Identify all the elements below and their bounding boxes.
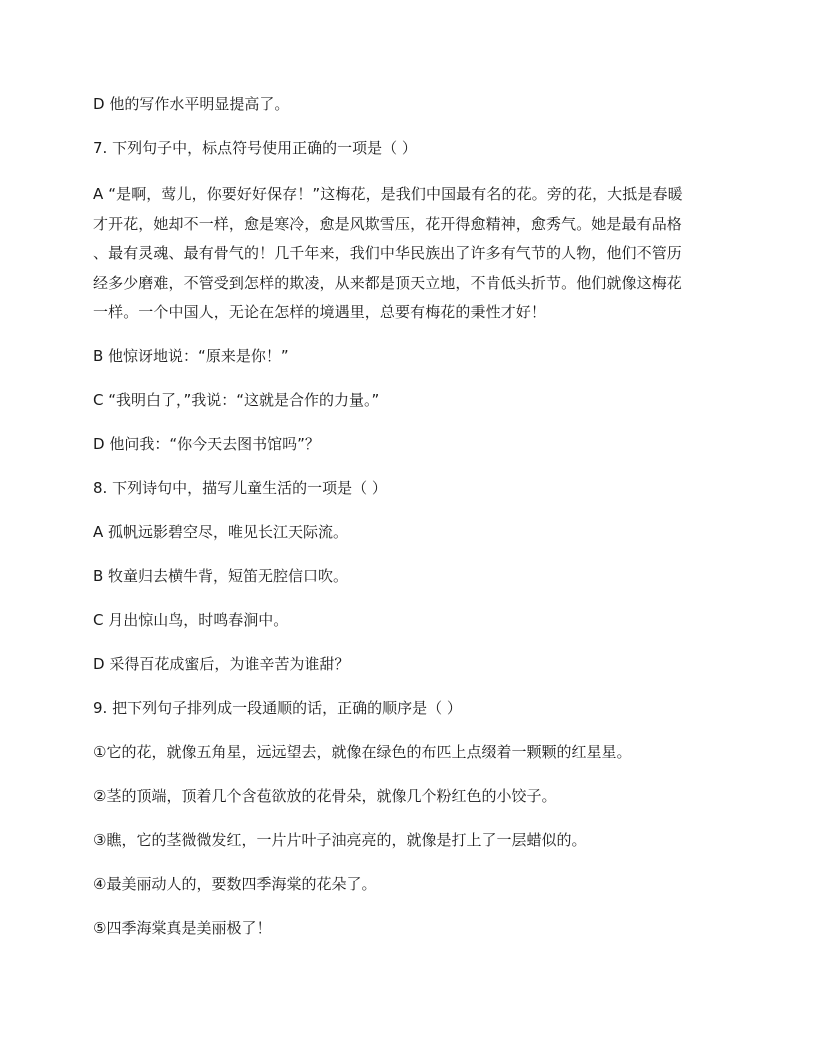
q7-option-a-line-1: A “是啊，莺儿，你要好好保存！”这梅花，是我们中国最有名的花。旁的花，大抵是春暖 <box>93 185 683 203</box>
q7-option-d: D 他问我：“你今天去图书馆吗”？ <box>93 434 320 453</box>
q8-option-b: B 牧童归去横牛背，短笛无腔信口吹。 <box>93 566 349 585</box>
q8-option-c: C 月出惊山鸟，时鸣春涧中。 <box>93 610 289 629</box>
q9-sentence-3: ③瞧，它的茎微微发红，一片片叶子油亮亮的，就像是打上了一层蜡似的。 <box>93 830 587 849</box>
q7-option-a-line-2: 才开花，她却不一样，愈是寒冷，愈是风欺雪压，花开得愈精神，愈秀气。她是最有品格 <box>93 214 682 233</box>
q7-option-a-line-5: 一样。一个中国人，无论在怎样的境遇里，总要有梅花的秉性才好！ <box>93 303 547 321</box>
q9-sentence-5: ⑤四季海棠真是美丽极了！ <box>93 918 272 937</box>
q7-question: 7. 下列句子中，标点符号使用正确的一项是（ ） <box>93 139 417 157</box>
document-content <box>93 92 723 960</box>
q8-question: 8. 下列诗句中，描写儿童生活的一项是（ ） <box>93 478 387 497</box>
q7-option-a-line-3: 、最有灵魂、最有骨气的！几千年来，我们中华民族出了许多有气节的人物，他们不管历 <box>93 244 682 262</box>
q9-sentence-2: ②茎的顶端，顶着几个含苞欲放的花骨朵，就像几个粉红色的小饺子。 <box>93 786 557 805</box>
q9-question: 9. 把下列句子排列成一段通顺的话，正确的顺序是（ ） <box>93 698 462 717</box>
q7-option-a-line-4: 经多少磨难，不管受到怎样的欺凌，从来都是顶天立地，不肯低头折节。他们就像这梅花 <box>93 273 682 292</box>
q9-sentence-1: ①它的花，就像五角星，远远望去，就像在绿色的布匹上点缀着一颗颗的红星星。 <box>93 742 632 761</box>
q8-option-a: A 孤帆远影碧空尽，唯见长江天际流。 <box>93 522 349 541</box>
q7-option-a <box>93 180 723 328</box>
q7-option-c: C “我明白了，”我说：“这就是合作的力量。” <box>93 390 380 409</box>
q9-sentence-4: ④最美丽动人的，要数四季海棠的花朵了。 <box>93 874 377 893</box>
q8-option-d: D 采得百花成蜜后，为谁辛苦为谁甜？ <box>93 654 350 673</box>
q7-option-b: B 他惊讶地说：“原来是你！” <box>93 346 289 365</box>
q6-option-d: D 他的写作水平明显提高了。 <box>93 95 290 113</box>
